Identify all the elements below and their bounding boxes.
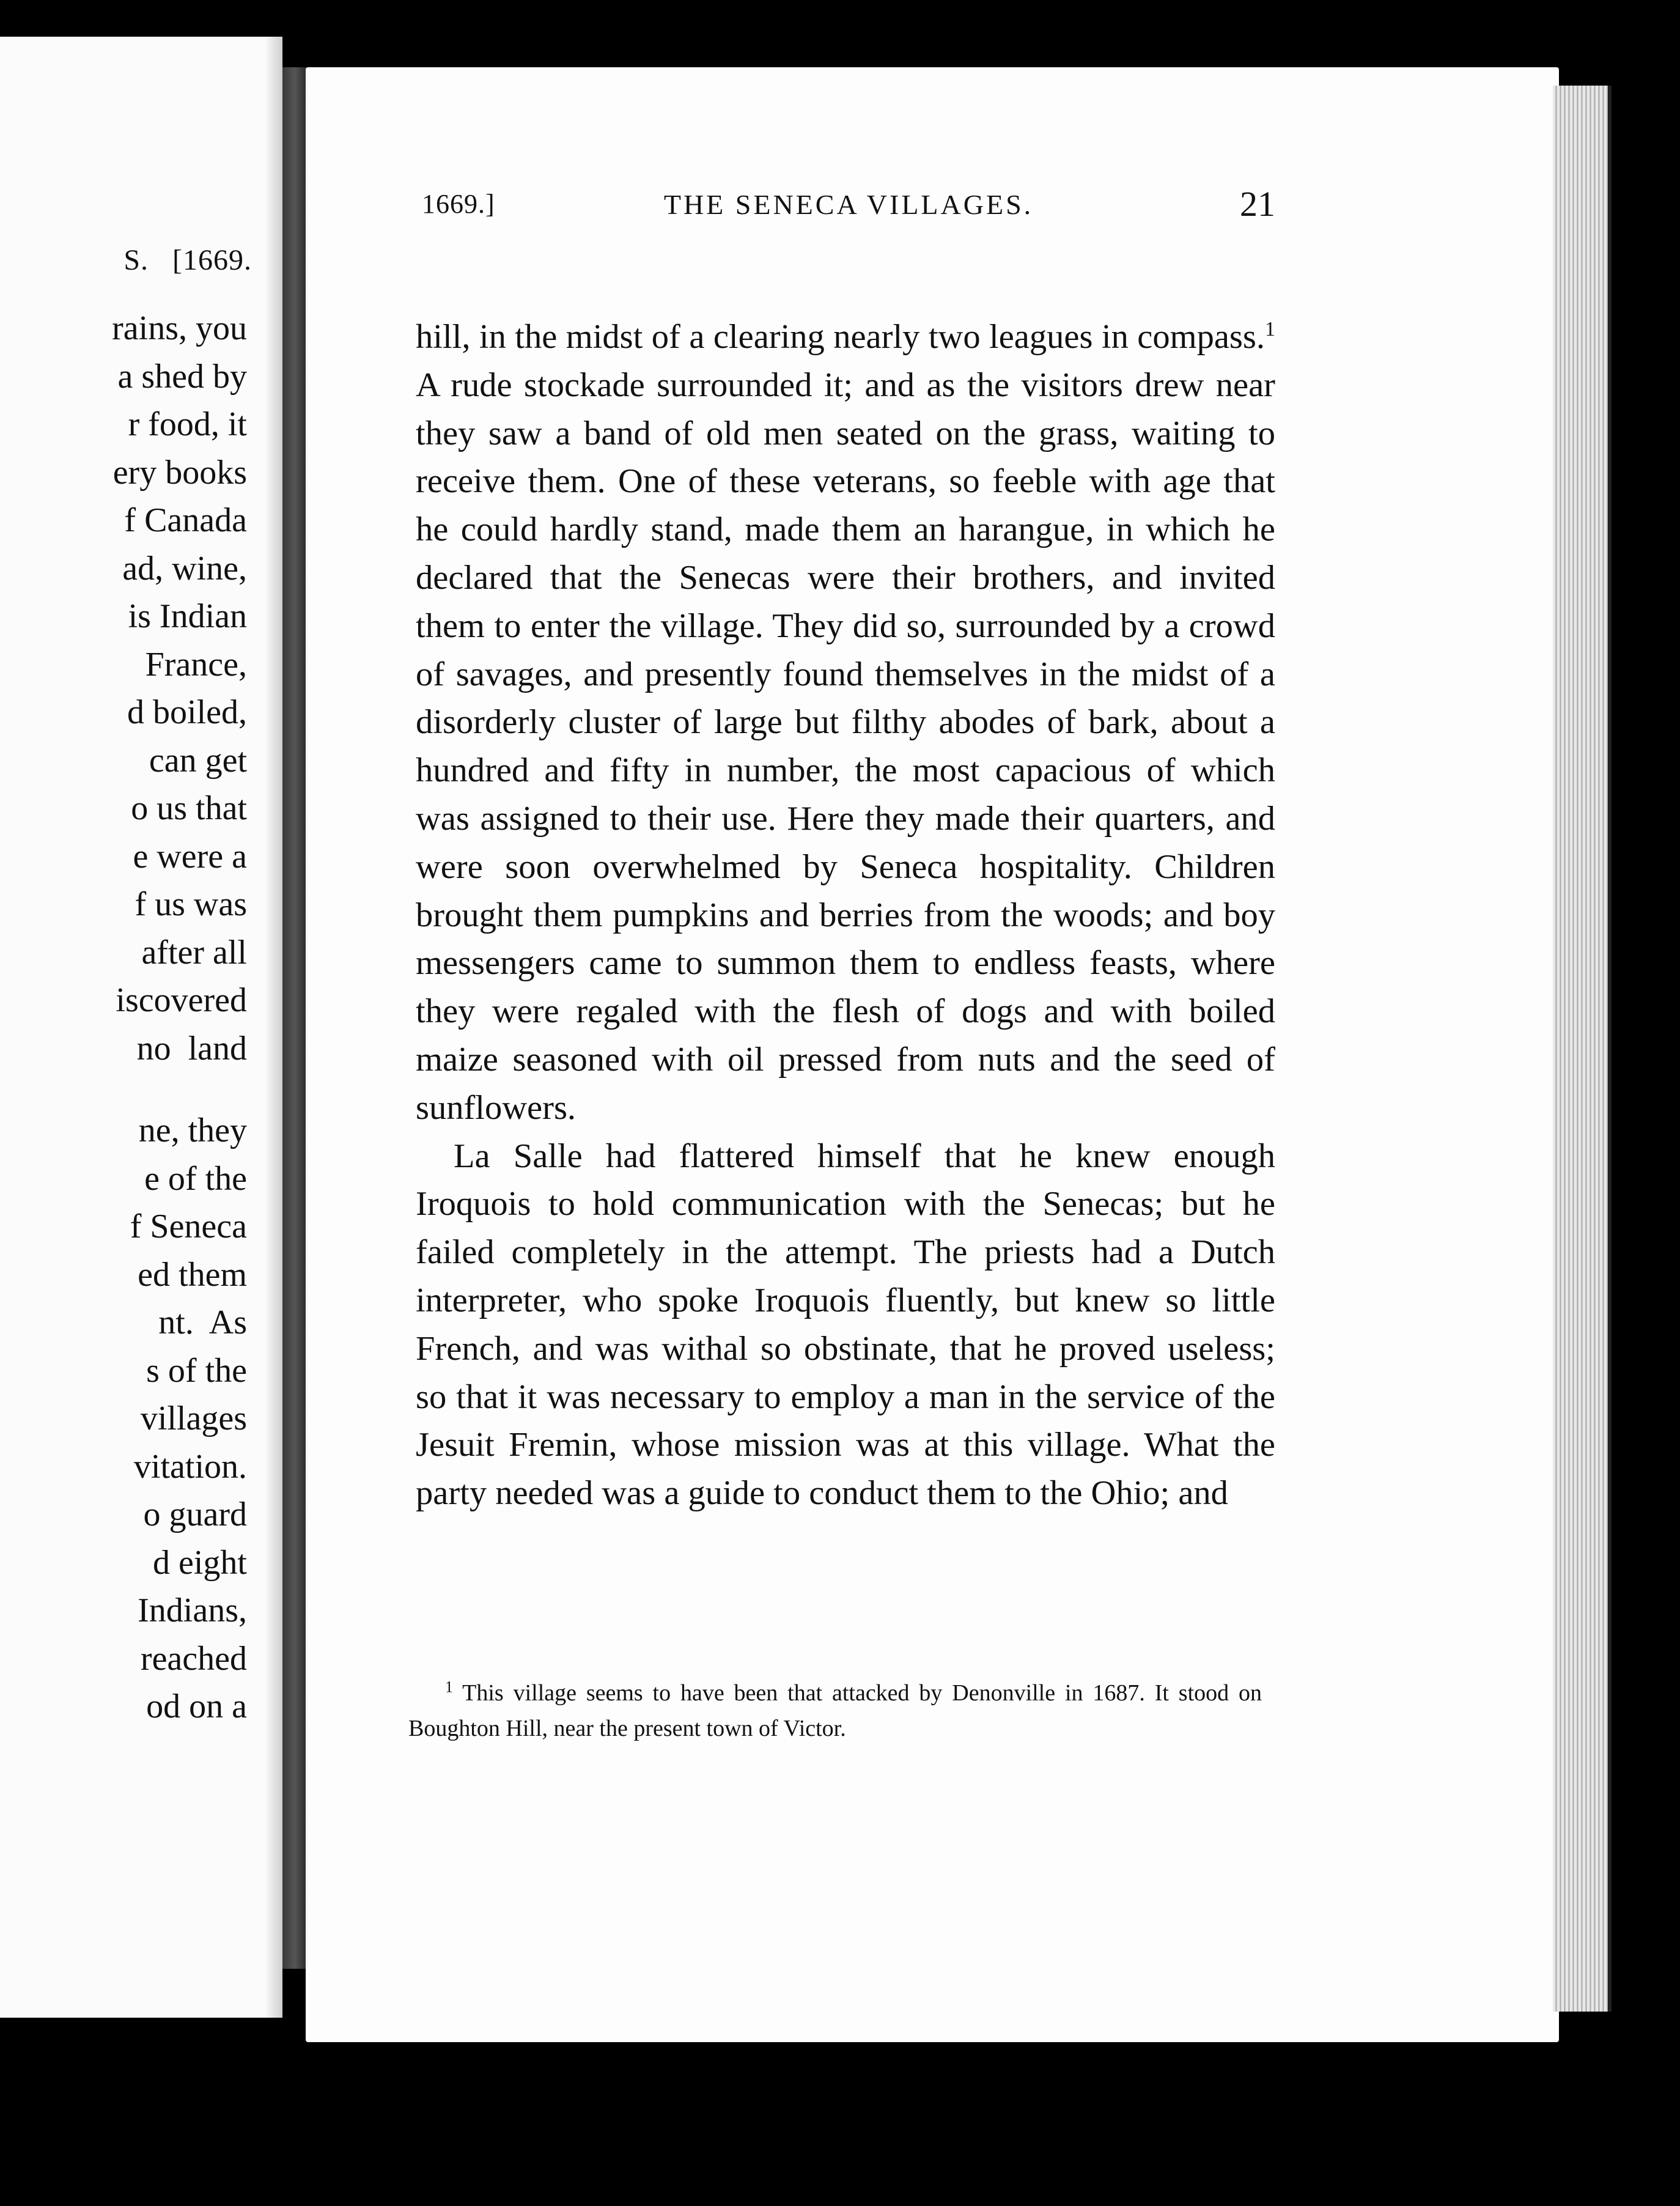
- previous-page-line: s of the: [146, 1351, 247, 1390]
- previous-page-line: ne, they: [138, 1112, 247, 1149]
- previous-page-line: ery books: [112, 453, 247, 492]
- previous-page-line: ad, wine,: [122, 549, 247, 588]
- footnote: [408, 1675, 1262, 1746]
- paragraph-break: [112, 1072, 247, 1107]
- page-edges: [1553, 86, 1612, 2012]
- previous-page: [0, 37, 282, 2018]
- previous-page-line: can get: [149, 741, 247, 780]
- book-gutter: [282, 67, 307, 1969]
- previous-page-line: d boiled,: [127, 693, 247, 731]
- previous-page-line: is Indian: [128, 597, 247, 635]
- previous-page-line: rains, you: [112, 309, 247, 347]
- previous-page-line: no land: [136, 1029, 247, 1068]
- running-head: [422, 183, 1275, 226]
- footnote-text: This village seems to have been that attacked by Denonville in 1687. It stood on Boughton Hill, near the present town of Victor.: [408, 1680, 1262, 1741]
- previous-page-line: a shed by: [117, 357, 247, 396]
- paragraph-1-part-b: A rude stockade surrounded it; and as the visitors drew near they saw a band of old men seated on the grass, waiting to receive them. One of these veterans, so feeble with age that he could hardly stand, made them an harangue, in which he declared that the Senecas were their brothers, and invited them to enter the village. They did so, surrounded by a crowd of savages, and presently found themselves in the midst of a disorderly cluster of large but filthy abodes of bark, about a hundred and fifty in number, the most capacious of which was assigned to their use. Here they made their quarters, and were soon overwhelmed by Seneca hospitality. Children brought them pumpkins and berries from the woods; and boy messengers came to summon them to endless feasts, where they were regaled with the flesh of dogs and with boiled maize seasoned with oil pressed from nuts and the seed of sunflowers.: [416, 366, 1275, 1127]
- previous-page-line: reached: [140, 1639, 247, 1678]
- previous-page-line: f Seneca: [130, 1208, 247, 1245]
- page-number: 21: [1240, 184, 1275, 224]
- paragraph-1-part-a: hill, in the midst of a clearing nearly two leagues in compass.: [416, 318, 1265, 356]
- running-head-year: 1669.]: [422, 189, 495, 219]
- previous-page-line: f us was: [134, 885, 247, 923]
- previous-page-line: d eight: [153, 1543, 247, 1582]
- previous-page-line: villages: [140, 1400, 247, 1437]
- previous-page-line: f Canada: [124, 501, 247, 539]
- previous-page-line: after all: [141, 933, 247, 972]
- previous-page-line: e were a: [133, 837, 247, 876]
- previous-page-text: [112, 304, 247, 1731]
- previous-page-running-head: S. [1669.: [123, 244, 252, 276]
- previous-page-line: od on a: [146, 1688, 247, 1725]
- previous-page-line: Indians,: [138, 1592, 247, 1629]
- footnote-mark: 1: [445, 1678, 453, 1696]
- previous-page-line: nt. As: [158, 1304, 247, 1341]
- previous-page-line: France,: [145, 645, 247, 684]
- previous-page-line: e of the: [144, 1159, 247, 1198]
- running-head-title: THE SENECA VILLAGES.: [663, 189, 1034, 220]
- previous-page-line: o us that: [131, 789, 247, 827]
- previous-page-line: ed them: [138, 1255, 247, 1294]
- previous-page-line: iscovered: [116, 981, 247, 1019]
- previous-page-line: r food, it: [128, 405, 247, 443]
- footnote-reference: 1: [1265, 318, 1275, 341]
- paragraph-1: [416, 313, 1275, 1132]
- previous-page-line: vitation.: [133, 1447, 247, 1486]
- previous-page-line: o guard: [143, 1496, 247, 1533]
- main-text: [416, 313, 1275, 1518]
- paragraph-2: La Salle had flattered himself that he knew enough Iroquois to hold communication with the Senecas; but he failed completely in the attempt. The priests had a Dutch interpreter, who spoke Iroquois fluently, but knew so little French, and was withal so obstinate, that he proved useless; so that it was necessary to employ a man in the service of the Jesuit Fremin, whose mission was at this village. What the party needed was a guide to conduct them to the Ohio; and: [416, 1137, 1275, 1513]
